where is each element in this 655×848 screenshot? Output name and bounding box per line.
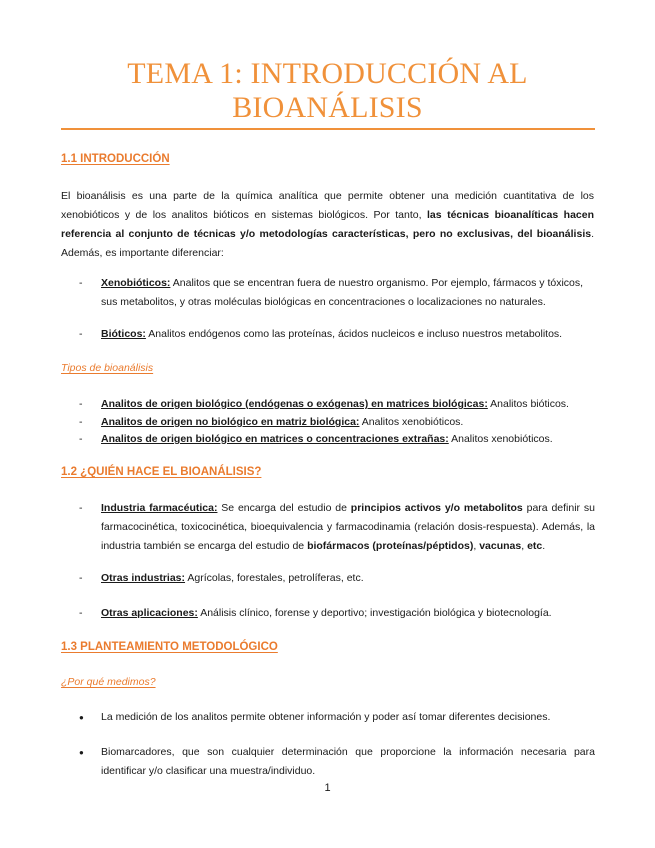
term-label: Otras industrias: (101, 572, 186, 584)
term-text-1: Se encarga del estudio de (217, 502, 351, 514)
section-heading-introduccion: 1.1 INTRODUCCIÓN (61, 153, 170, 165)
term-label: Analitos de origen no biológico en matriz biológica: (101, 416, 360, 428)
bullet-item-content: Biomarcadores, que son cualquier determinación que proporcione la información necesaria para identificar y/o clasificar una muestra/individuo. (101, 746, 595, 777)
list-item-content (101, 569, 595, 588)
dash-marker: - (79, 607, 83, 619)
dash-marker: - (79, 416, 83, 428)
dash-marker: - (79, 433, 83, 445)
bullet-item-content: La medición de los analitos permite obtener información y poder así tomar diferentes decisiones. (101, 711, 551, 723)
term-text: Analitos xenobióticos. (448, 433, 553, 445)
list-item-industria-farmaceutica (61, 499, 595, 556)
dash-marker: - (79, 502, 83, 514)
term-text: Análisis clínico, forense y deportivo; investigación biológica y biotecnología. (197, 607, 552, 619)
document-title-line-2: BIOANÁLISIS (232, 91, 423, 124)
dash-marker: - (79, 277, 83, 289)
term-bold-3: vacunas (479, 540, 522, 552)
list-item-content (101, 395, 595, 414)
list-item-bioticos (61, 325, 595, 344)
bullet-item-medicion (61, 708, 595, 727)
dash-marker: - (79, 328, 83, 340)
intro-text-1: El bioanálisis es una parte de la química analítica que permite obtener una medición cuantitativa de los xenobióticos y de los analitos bióticos en sistemas biológicos. Por tanto, (61, 190, 594, 221)
term-text-3: , (473, 540, 480, 552)
list-item-content (101, 604, 595, 623)
subheading-tipos-bioanalisis: Tipos de bioanálisis (61, 362, 154, 374)
title-divider (61, 128, 595, 130)
dash-marker: - (79, 398, 83, 410)
intro-paragraph (61, 187, 594, 263)
list-item-content (101, 274, 595, 312)
section-heading-planteamiento: 1.3 PLANTEAMIENTO METODOLÓGICO (61, 641, 278, 653)
dash-marker: - (79, 572, 83, 584)
bullet-marker: ● (79, 713, 84, 722)
document-title-line-1: TEMA 1: INTRODUCCIÓN AL (127, 57, 528, 90)
term-text: Analitos endógenos como las proteínas, ácidos nucleicos e incluso nuestros metabolitos. (145, 328, 563, 340)
term-bold-4: etc (527, 540, 543, 552)
term-label: Xenobióticos: (101, 277, 171, 289)
section-heading-quien: 1.2 ¿QUIÉN HACE EL BIOANÁLISIS? (61, 466, 262, 478)
term-bold-1: principios activos y/o metabolitos (350, 502, 523, 514)
term-text: Analitos xenobióticos. (359, 416, 464, 428)
term-label: Otras aplicaciones: (101, 607, 198, 619)
list-item-content (101, 325, 595, 344)
term-text-4: , (521, 540, 528, 552)
subheading-por-que-medimos: ¿Por qué medimos? (61, 676, 156, 688)
list-item-xenobioticos (61, 274, 595, 312)
intro-text-bold: las técnicas bioanalíticas hacen referencia al conjunto de técnicas y/o metodologías características, pero no exclusivas, del bioanálisis (61, 209, 594, 240)
term-text-5: . (542, 540, 546, 552)
list-item-otras-industrias (61, 569, 595, 588)
list-item-tipo-3 (61, 430, 595, 449)
bullet-marker: ● (79, 748, 84, 757)
list-item-content (101, 499, 595, 556)
list-item-content (101, 430, 595, 449)
term-bold-2: biofármacos (proteínas/péptidos) (307, 540, 474, 552)
term-label: Analitos de origen biológico en matrices o concentraciones extrañas: (101, 433, 449, 445)
bullet-item-biomarcadores (61, 743, 595, 781)
term-label: Bióticos: (101, 328, 146, 340)
term-label: Analitos de origen biológico (endógenas o exógenas) en matrices biológicas: (101, 398, 488, 410)
intro-text-2: . Además, es importante diferenciar: (61, 228, 594, 259)
term-text: Analitos bióticos. (487, 398, 569, 410)
term-text: Analitos que se encentran fuera de nuestro organismo. Por ejemplo, fármacos y tóxicos, sus metabolitos, y otras moléculas biológicas en concentraciones o localizaciones no naturales. (101, 277, 584, 308)
list-item-tipo-1 (61, 395, 595, 414)
term-text: Agrícolas, forestales, petrolíferas, etc. (185, 572, 364, 584)
list-item-otras-aplicaciones (61, 604, 595, 623)
page-number: 1 (324, 782, 331, 794)
term-label: Industria farmacéutica: (101, 502, 218, 514)
term-text-2: para definir su farmacocinética, toxicocinética, bioequivalencia y farmacodinamia (relación dosis-respuesta). Además, la industria también se encarga del estudio de (101, 502, 595, 552)
